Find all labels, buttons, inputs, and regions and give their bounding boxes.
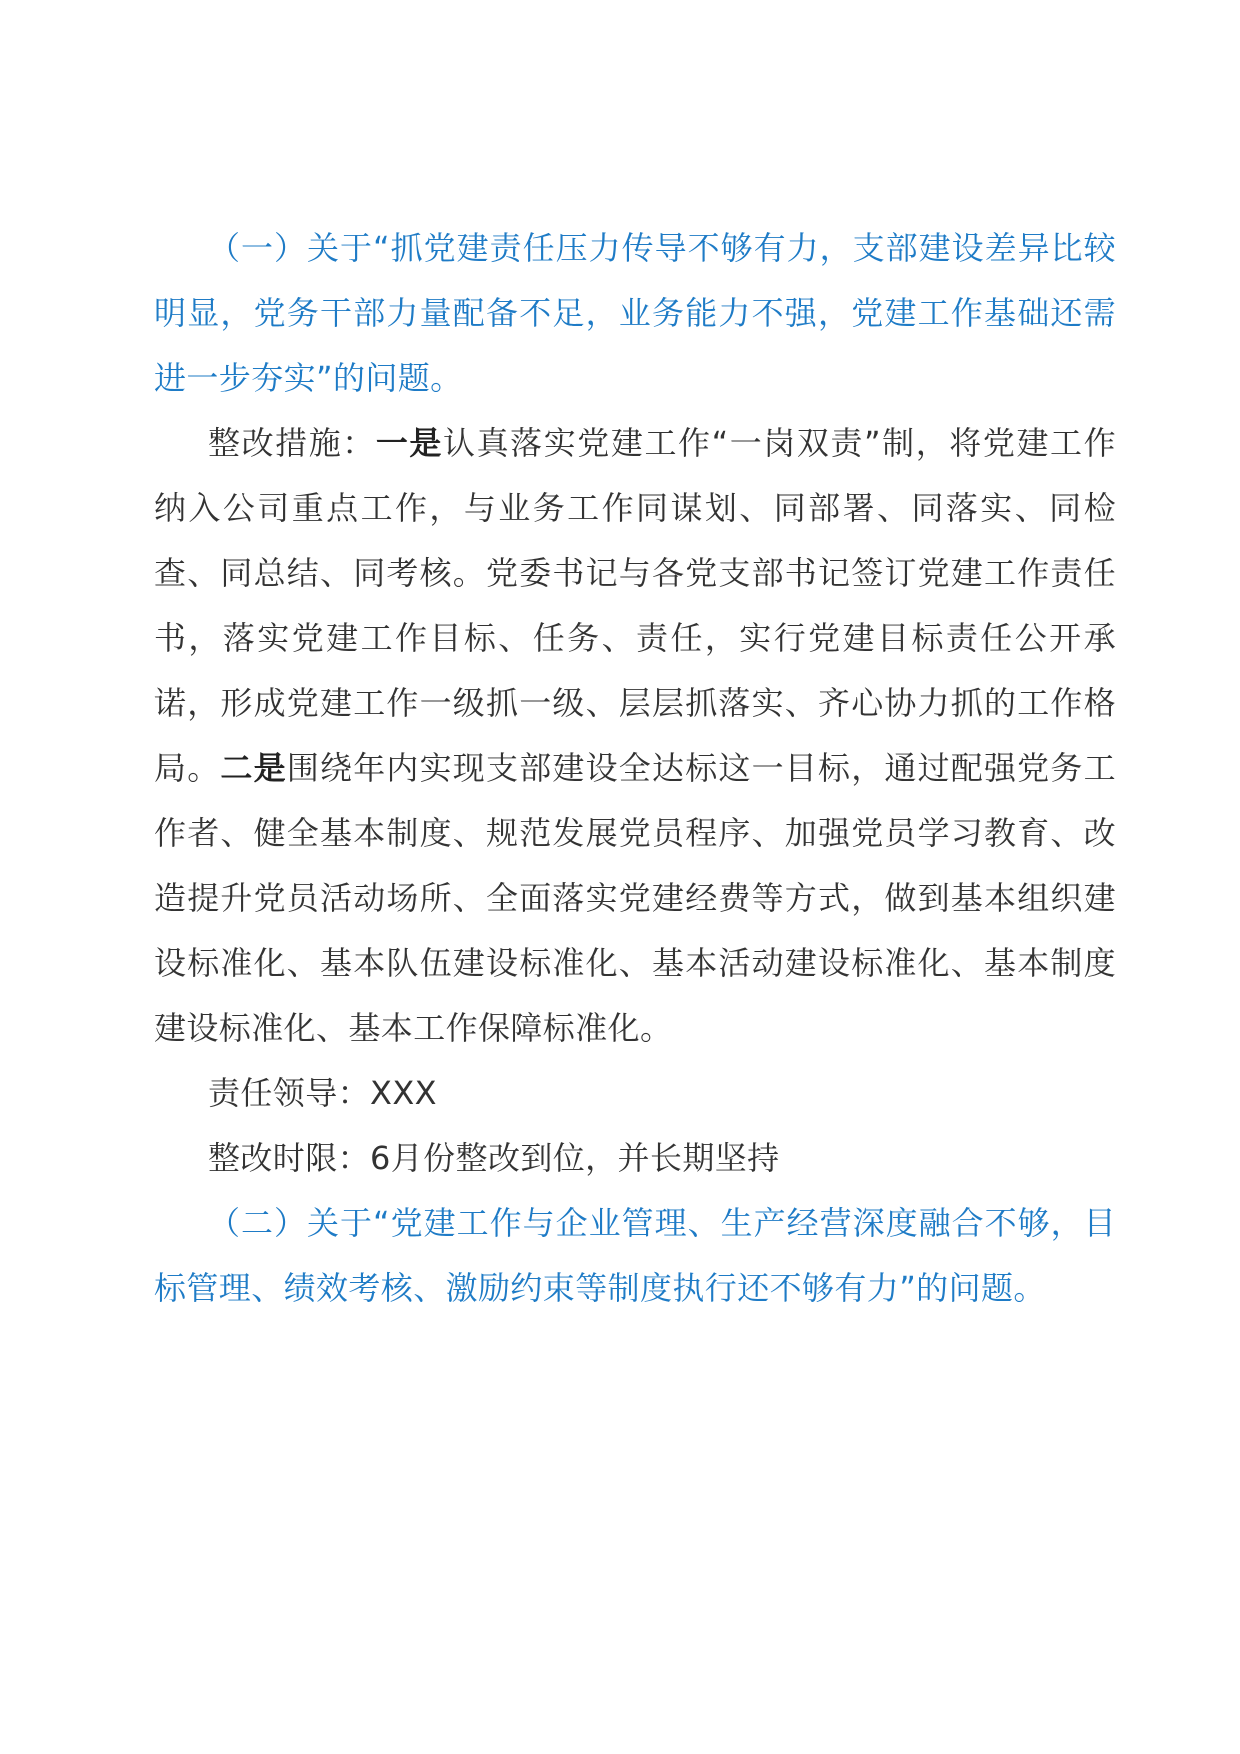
point-two-text: 围绕年内实现支部建设全达标这一目标，通过配强党务工作者、健全基本制度、规范发展党员程序、加强党员学习教育、改造提升党员活动场所、全面落实党建经费等方式，做到基本组织建设标准化、基本队伍建设标准化、基本活动建设标准化、基本制度建设标准化、基本工作保障标准化。 <box>154 749 1116 1047</box>
responsible-leader-line: 责任领导：XXX <box>208 1074 437 1112</box>
document-body <box>154 216 1116 1321</box>
point-one-text: 认真落实党建工作“一岗双责”制，将党建工作纳入公司重点工作，与业务工作同谋划、同部署、同落实、同检查、同总结、同考核。党委书记与各党支部书记签订党建工作责任书，落实党建工作目标、任务、责任，实行党建目标责任公开承诺，形成党建工作一级抓一级、层层抓落实、齐心协力抓的工作格局。 <box>154 424 1116 787</box>
measures-label: 整改措施： <box>208 424 376 462</box>
deadline-line: 整改时限：6月份整改到位，并长期坚持 <box>208 1139 780 1177</box>
section-heading-two: （二）关于“党建工作与企业管理、生产经营深度融合不够，目标管理、绩效考核、激励约束等制度执行还不够有力”的问题。 <box>154 1204 1116 1307</box>
point-two-label: 二是 <box>220 749 287 787</box>
section-heading-one: （一）关于“抓党建责任压力传导不够有力，支部建设差异比较明显，党务干部力量配备不足，业务能力不强，党建工作基础还需进一步夯实”的问题。 <box>154 229 1116 397</box>
rectification-measures-paragraph <box>154 411 1116 1061</box>
point-one-label: 一是 <box>375 424 444 462</box>
